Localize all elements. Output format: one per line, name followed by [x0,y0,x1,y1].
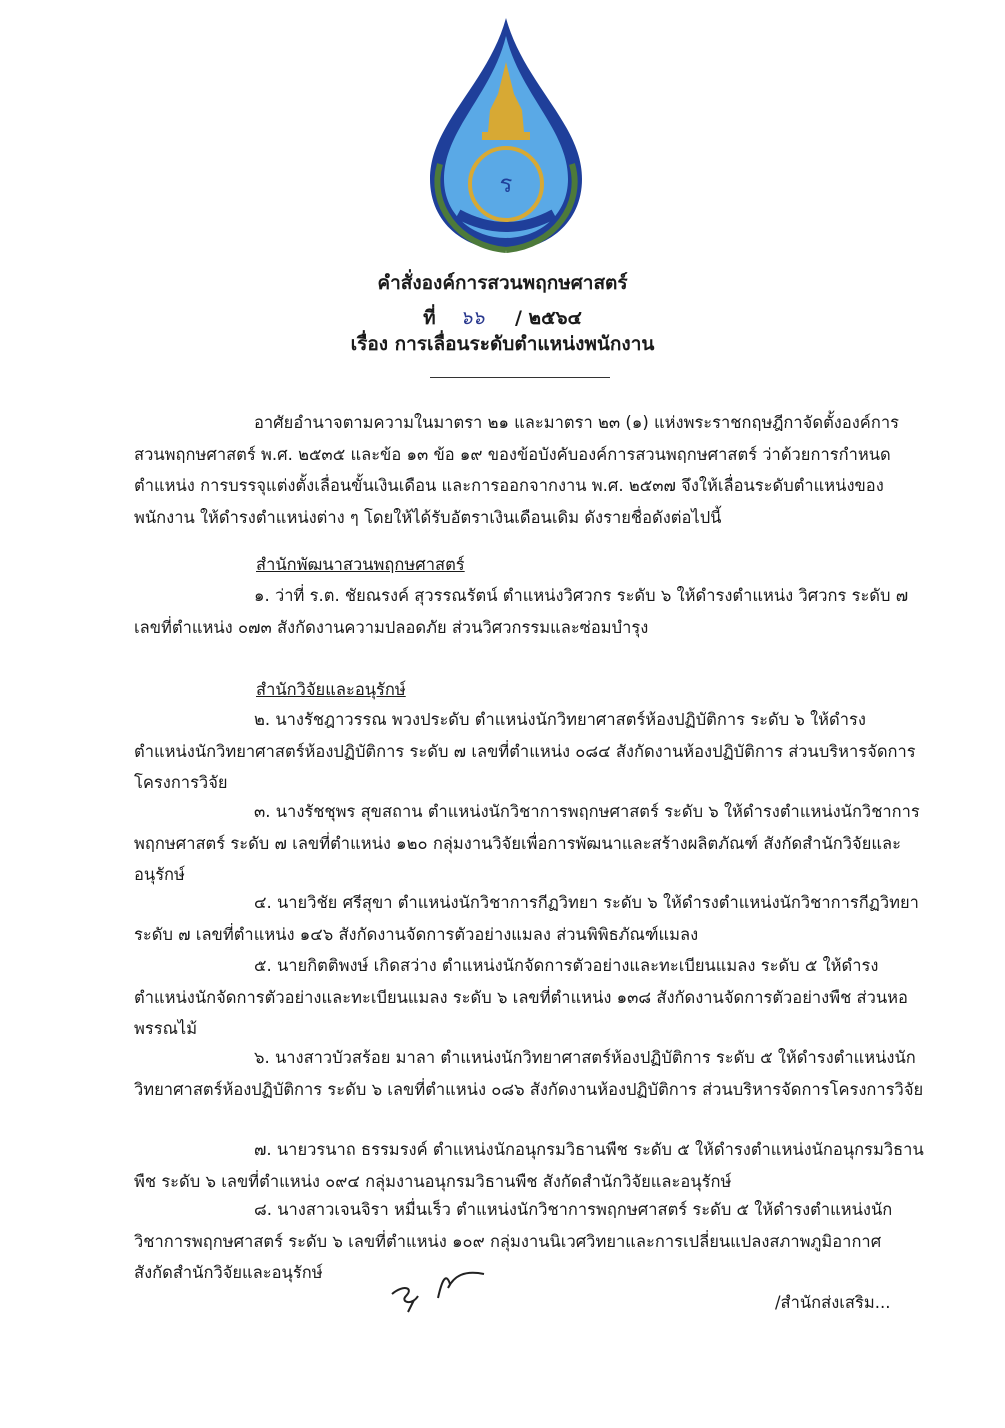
signature-icon [384,1266,494,1314]
list-item: ๒. นางรัชฎาวรรณ พวงประดับ ตำแหน่งนักวิทยาศาสตร์ห้องปฏิบัติการ ระดับ ๖ ให้ดำรงตำแหน่งนักวิทยาศาสตร์ห้องปฏิบัติการ ระดับ ๗ เลขที่ตำแหน่ง ๐๘๔ สังกัดงานห้องปฏิบัติการ ส่วนบริหารจัดการโครงการวิจัย [134,710,916,792]
order-title: คำสั่งองค์การสวนพฤกษศาสตร์ [377,272,628,294]
list-item: ๖. นางสาวบัวสร้อย มาลา ตำแหน่งนักวิทยาศาสตร์ห้องปฏิบัติการ ระดับ ๕ ให้ดำรงตำแหน่งนักวิทยาศาสตร์ห้องปฏิบัติการ ระดับ ๖ เลขที่ตำแหน่ง ๐๘๖ สังกัดงานห้องปฏิบัติการ ส่วนบริหารจัดการโครงการวิจัย [134,1048,924,1099]
intro-paragraph: อาศัยอำนาจตามความในมาตรา ๒๑ และมาตรา ๒๓ (๑) แห่งพระราชกฤษฎีกาจัดตั้งองค์การสวนพฤกษศาสตร์ พ.ศ. ๒๕๓๕ และข้อ ๑๓ ข้อ ๑๙ ของข้อบังคับองค์การสวนพฤกษศาสตร์ ว่าด้วยการกำหนดตำแหน่ง การบรรจุแต่งตั้งเลื่อนขั้นเงินเดือน และการออกจากงาน พ.ศ. ๒๕๓๗ จึงให้เลื่อนระดับตำแหน่งของพนักงาน ให้ดำรงตำแหน่งต่าง ๆ โดยให้ได้รับอัตราเงินเดือนเดิม ดังรายชื่อดังต่อไปนี้ [134,413,899,527]
order-number-handwritten: ๖๖ [460,307,485,329]
order-subject: เรื่อง การเลื่อนระดับตำแหน่งพนักงาน [350,333,655,355]
svg-text:ร: ร [499,170,513,198]
organization-logo-icon [418,14,594,254]
list-item: ๔. นายวิชัย ศรีสุขา ตำแหน่งนักวิชาการกีฏวิทยา ระดับ ๖ ให้ดำรงตำแหน่งนักวิชาการกีฏวิทยา ระดับ ๗ เลขที่ตำแหน่ง ๑๔๖ สังกัดงานจัดการตัวอย่างแมลง ส่วนพิพิธภัณฑ์แมลง [134,893,919,944]
continuation-note: /สำนักส่งเสริม... [775,1293,891,1312]
list-item: ๓. นางรัชชุพร สุขสถาน ตำแหน่งนักวิชาการพฤกษศาสตร์ ระดับ ๖ ให้ดำรงตำแหน่งนักวิชาการพฤกษศาสตร์ ระดับ ๗ เลขที่ตำแหน่ง ๑๒๐ กลุ่มงานวิจัยเพื่อการพัฒนาและสร้างผลิตภัณฑ์ สังกัดสำนักวิจัยและอนุรักษ์ [134,802,920,884]
section-heading: สำนักพัฒนาสวนพฤกษศาสตร์ [256,555,465,574]
order-number-suffix: / ๒๕๖๔ [515,307,582,329]
order-number-prefix: ที่ [423,307,436,329]
section-heading: สำนักวิจัยและอนุรักษ์ [256,680,406,699]
list-item: ๘. นางสาวเจนจิรา หมื่นเร็ว ตำแหน่งนักวิชาการพฤกษศาสตร์ ระดับ ๕ ให้ดำรงตำแหน่งนักวิชาการพฤกษศาสตร์ ระดับ ๖ เลขที่ตำแหน่ง ๑๐๙ กลุ่มงานนิเวศวิทยาและการเปลี่ยนแปลงสภาพภูมิอากาศ สังกัดสำนักวิจัยและอนุรักษ์ [134,1200,893,1282]
divider [430,377,610,378]
list-item: ๑. ว่าที่ ร.ต. ชัยณรงค์ สุวรรณรัตน์ ตำแหน่งวิศวกร ระดับ ๖ ให้ดำรงตำแหน่ง วิศวกร ระดับ ๗ เลขที่ตำแหน่ง ๐๗๓ สังกัดงานความปลอดภัย ส่วนวิศวกรรมและซ่อมบำรุง [134,586,909,637]
list-item: ๗. นายวรนาถ ธรรมรงค์ ตำแหน่งนักอนุกรมวิธานพืช ระดับ ๕ ให้ดำรงตำแหน่งนักอนุกรมวิธานพืช ระดับ ๖ เลขที่ตำแหน่ง ๐๙๔ กลุ่มงานอนุกรมวิธานพืช สังกัดสำนักวิจัยและอนุรักษ์ [134,1140,924,1191]
list-item: ๕. นายกิตติพงษ์ เกิดสว่าง ตำแหน่งนักจัดการตัวอย่างและทะเบียนแมลง ระดับ ๕ ให้ดำรงตำแหน่งนักจัดการตัวอย่างและทะเบียนแมลง ระดับ ๖ เลขที่ตำแหน่ง ๑๓๘ สังกัดงานจัดการตัวอย่างพืช ส่วนหอพรรณไม้ [134,956,908,1038]
